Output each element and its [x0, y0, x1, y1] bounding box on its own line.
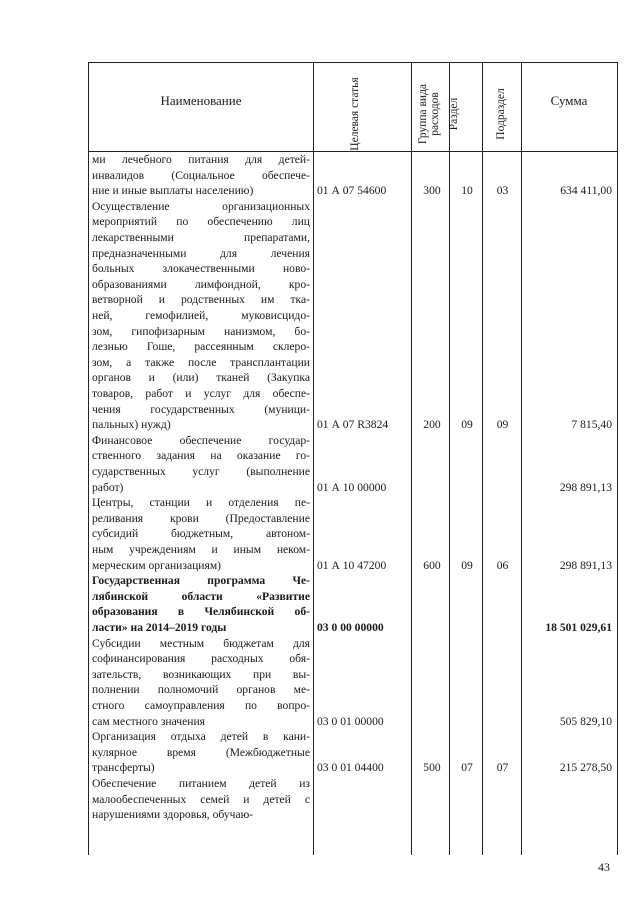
row-description	[92, 729, 310, 776]
description-line: субсидий бюджетным, автоном-	[92, 527, 310, 541]
description-line: чения государственных (муници-	[92, 402, 310, 416]
description-line: трансферты)	[92, 761, 155, 775]
row-description	[92, 495, 310, 573]
description-line: Осуществление организационных	[92, 199, 310, 213]
description-line: мероприятий по обеспечению лиц	[92, 215, 310, 229]
row-subsection: 06	[496, 558, 509, 572]
description-line: больных злокачественными ново-	[92, 262, 310, 276]
description-line: ней, гемофилией, муковисцидо-	[92, 308, 310, 322]
row-target-article: 03 0 00 00000	[317, 620, 384, 634]
description-line: ние и иные выплаты населению)	[92, 184, 254, 198]
row-sum: 18 501 029,61	[545, 620, 612, 634]
page-number: 43	[598, 860, 610, 874]
description-line: кулярное время (Межбюджетные	[92, 745, 310, 759]
description-line: лябинской области «Развитие	[92, 589, 310, 603]
description-line: пальных) нужд)	[92, 418, 171, 432]
description-line: Обеспечение питанием детей из	[92, 777, 310, 790]
row-target-article: 01 А 07 54600	[317, 184, 387, 198]
row-section: 10	[461, 184, 473, 198]
row-description	[92, 776, 310, 823]
header-section: Раздел	[448, 97, 460, 131]
description-line: предназначенными для лечения	[92, 246, 310, 260]
row-sum: 298 891,13	[559, 558, 612, 572]
description-line: малообеспеченных семей и детей с	[92, 792, 310, 806]
header-name: Наименование	[160, 93, 242, 108]
description-line: реливания крови (Предоставление	[92, 511, 310, 525]
row-subsection: 09	[496, 418, 509, 432]
row-section: 09	[461, 418, 473, 432]
row-section: 07	[461, 761, 473, 775]
row-subsection: 03	[496, 184, 509, 198]
table-row	[89, 152, 617, 199]
table-row	[89, 199, 617, 433]
description-line: нарушениями здоровья, обучаю-	[92, 808, 254, 822]
row-target-article: 03 0 01 04400	[317, 761, 384, 775]
description-line: работ)	[92, 480, 124, 494]
row-target-article: 01 А 07 R3824	[317, 418, 389, 432]
description-line: образованиями лимфоидной, кро-	[92, 277, 310, 291]
row-description	[92, 199, 310, 433]
row-sum: 634 411,00	[560, 184, 612, 198]
description-line: сам местного значения	[92, 714, 205, 728]
row-sum: 7 815,40	[571, 418, 612, 432]
row-sum: 215 278,50	[559, 761, 612, 775]
description-line: Центры, станции и отделения пе-	[92, 496, 310, 510]
row-expense-group: 500	[423, 761, 441, 775]
row-description	[92, 573, 310, 635]
row-target-article: 03 0 01 00000	[317, 714, 384, 728]
table-row	[89, 433, 617, 495]
description-line: лезнью Гоше, рассеянным склеро-	[92, 340, 310, 354]
budget-table	[88, 62, 618, 855]
row-sum: 298 891,13	[559, 480, 612, 494]
row-description	[92, 636, 310, 730]
description-line: товаров, работ и услуг для обеспе-	[92, 386, 310, 400]
description-line: ным учреждениям и иным неком-	[92, 542, 310, 556]
header-target-article: Целевая статья	[349, 77, 361, 151]
description-line: стного самоуправления по вопро-	[92, 698, 310, 712]
description-line: органов и (или) тканей (Закупка	[92, 371, 310, 385]
description-line: софинансирования расходных обя-	[92, 652, 310, 666]
description-line: инвалидов (Социальное обеспече-	[92, 168, 310, 182]
header-subsection: Подраздел	[495, 88, 507, 140]
description-line: Организация отдыха детей в кани-	[92, 730, 310, 744]
table-row	[89, 776, 617, 823]
description-line: образования в Челябинской об-	[92, 605, 310, 619]
row-target-article: 01 А 10 00000	[317, 480, 387, 494]
description-line: ласти» на 2014–2019 годы	[92, 620, 227, 634]
row-sum: 505 829,10	[559, 714, 612, 728]
row-description	[92, 152, 310, 199]
table-row	[89, 495, 617, 573]
description-line: зательств, возникающих при вы-	[92, 667, 310, 681]
description-line: полнении полномочий органов ме-	[92, 683, 310, 697]
table-row	[89, 729, 617, 776]
header-sum: Сумма	[550, 93, 588, 108]
description-line: зом, а также после трансплантации	[92, 355, 310, 369]
description-line: ственного задания на оказание го-	[92, 449, 310, 463]
description-line: Финансовое обеспечение государ-	[92, 433, 310, 447]
description-line: зом, гипофизарным нанизмом, бо-	[92, 324, 310, 338]
description-line: Государственная программа Че-	[92, 574, 310, 588]
row-subsection: 07	[496, 761, 509, 775]
row-expense-group: 600	[423, 558, 441, 572]
description-line: ветворной и родственных им тка-	[92, 293, 310, 307]
description-line: мерческим организациям)	[92, 558, 222, 572]
description-line: Субсидии местным бюджетам для	[92, 636, 310, 650]
row-description	[92, 433, 310, 495]
row-target-article: 01 А 10 47200	[317, 558, 387, 572]
header-expense-group: Группа вида расходов	[417, 83, 441, 145]
description-line: лекарственными препаратами,	[92, 230, 310, 244]
table-row	[89, 636, 617, 730]
description-line: сударственных услуг (выполнение	[92, 464, 310, 478]
description-line: ми лечебного питания для детей-	[92, 153, 310, 166]
row-expense-group: 300	[423, 184, 441, 198]
row-section: 09	[461, 558, 473, 572]
row-expense-group: 200	[423, 418, 441, 432]
table-row	[89, 573, 617, 635]
